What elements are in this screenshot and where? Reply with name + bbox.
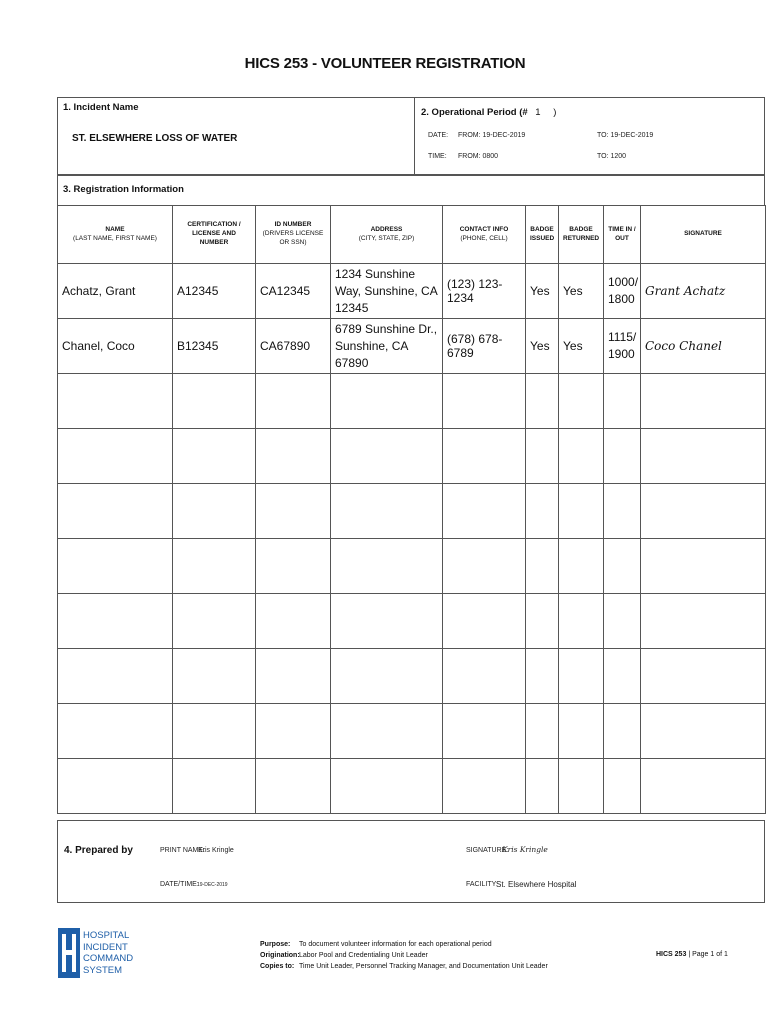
column-header-subtitle: (PHONE, CELL) [460, 234, 508, 242]
cell-time-in-out[interactable] [604, 649, 641, 704]
cell-contact-info[interactable] [443, 594, 526, 649]
cell-time-in-out[interactable]: 1115/ 1900 [604, 319, 641, 374]
cell-name[interactable]: Achatz, Grant [58, 264, 173, 319]
cell-time-in-out[interactable] [604, 539, 641, 594]
column-header-id-number [256, 206, 331, 264]
form-id: HICS 253 [656, 951, 687, 958]
cell-id-number[interactable] [256, 484, 331, 539]
facility-value[interactable]: St. Elsewhere Hospital [496, 880, 577, 889]
cell-contact-info[interactable]: (123) 123-1234 [443, 264, 526, 319]
cell-signature[interactable] [641, 429, 766, 484]
column-header-badge-returned [559, 206, 604, 264]
cell-name[interactable]: Chanel, Coco [58, 319, 173, 374]
cell-certification[interactable] [173, 429, 256, 484]
column-header-badge-issued [526, 206, 559, 264]
cell-badge-issued[interactable] [526, 759, 559, 814]
time-to[interactable]: TO: 1200 [597, 153, 627, 160]
cell-time-in-out[interactable] [604, 374, 641, 429]
logo-word: HOSPITAL [83, 930, 130, 941]
table-row-empty [58, 374, 766, 429]
table-row-empty [58, 704, 766, 759]
table-row-empty [58, 539, 766, 594]
cell-signature[interactable] [641, 484, 766, 539]
cell-id-number[interactable] [256, 594, 331, 649]
cell-id-number[interactable] [256, 374, 331, 429]
column-header-title: ID NUMBER [274, 221, 312, 229]
cell-badge-returned[interactable]: Yes [559, 264, 604, 319]
cell-badge-issued[interactable]: Yes [526, 319, 559, 374]
cell-name[interactable] [58, 539, 173, 594]
form-title: HICS 253 - VOLUNTEER REGISTRATION [244, 55, 526, 72]
cell-contact-info[interactable] [443, 759, 526, 814]
cell-name[interactable] [58, 594, 173, 649]
logo-word: INCIDENT [83, 941, 128, 953]
prepared-by-label: 4. Prepared by [64, 845, 133, 856]
cell-time-in-out[interactable] [604, 594, 641, 649]
column-header-title: NAME [105, 225, 125, 233]
op-period-number[interactable]: 1 [535, 107, 541, 118]
incident-name-value[interactable]: ST. ELSEWHERE LOSS OF WATER [72, 133, 238, 144]
cell-name[interactable] [58, 759, 173, 814]
cell-contact-info[interactable] [443, 374, 526, 429]
cell-badge-returned[interactable] [559, 704, 604, 759]
cell-id-number[interactable]: CA12345 [256, 264, 331, 319]
cell-badge-returned[interactable] [559, 539, 604, 594]
cell-name[interactable] [58, 374, 173, 429]
cell-badge-issued[interactable] [526, 594, 559, 649]
logo-word: COMMAND [83, 953, 134, 964]
cell-id-number[interactable] [256, 759, 331, 814]
cell-certification[interactable] [173, 484, 256, 539]
time-label: TIME: [428, 153, 447, 160]
cell-address[interactable] [331, 374, 443, 429]
cell-badge-returned[interactable] [559, 759, 604, 814]
print-name-label: PRINT NAME: [160, 847, 205, 854]
print-name-value[interactable]: Kris Kringle [198, 847, 234, 854]
cell-address[interactable] [331, 594, 443, 649]
cell-contact-info[interactable]: (678) 678-6789 [443, 319, 526, 374]
time-from[interactable]: FROM: 0800 [458, 153, 499, 160]
cell-id-number[interactable] [256, 649, 331, 704]
cell-address[interactable]: 6789 Sunshine Dr., Sunshine, CA 67890 [331, 319, 443, 374]
column-header-name [58, 206, 173, 264]
column-header-title: BADGE RETURNED [563, 225, 600, 242]
origination-text: Labor Pool and Credentialing Unit Leader [299, 952, 428, 959]
purpose-text: To document volunteer information for each operational period [299, 941, 492, 948]
cell-badge-returned[interactable] [559, 649, 604, 704]
cell-certification[interactable] [173, 704, 256, 759]
cell-time-in-out[interactable] [604, 429, 641, 484]
cell-badge-issued[interactable] [526, 484, 559, 539]
column-header-time-in-out [604, 206, 641, 264]
cell-address[interactable] [331, 484, 443, 539]
cell-certification[interactable] [173, 759, 256, 814]
column-header-subtitle: (CITY, STATE, ZIP) [358, 234, 415, 242]
date-from[interactable]: FROM: 19-DEC-2019 [458, 132, 526, 139]
cell-id-number[interactable] [256, 704, 331, 759]
date-label: DATE: [428, 132, 449, 139]
copies-text: Time Unit Leader, Personnel Tracking Manager, and Documentation Unit Leader [299, 963, 548, 970]
op-period-label-end: ) [553, 107, 557, 118]
cell-address[interactable] [331, 539, 443, 594]
cell-signature[interactable] [641, 649, 766, 704]
column-header-subtitle: (LAST NAME, FIRST NAME) [73, 234, 157, 242]
cell-time-in-out[interactable] [604, 759, 641, 814]
table-header-row [58, 206, 766, 264]
cell-certification[interactable] [173, 594, 256, 649]
table-row-empty [58, 429, 766, 484]
cell-contact-info[interactable] [443, 649, 526, 704]
cell-contact-info[interactable] [443, 704, 526, 759]
cell-badge-returned[interactable] [559, 594, 604, 649]
cell-address[interactable] [331, 429, 443, 484]
cell-id-number[interactable] [256, 539, 331, 594]
column-header-contact-info [443, 206, 526, 264]
table-row [58, 264, 766, 319]
column-header-title: BADGE ISSUED [530, 225, 555, 242]
column-header-title: CERTIFICATION / LICENSE AND NUMBER [187, 221, 241, 246]
cell-badge-issued[interactable] [526, 429, 559, 484]
column-header-title: ADDRESS [370, 225, 403, 233]
column-header-title: CONTACT INFO [459, 225, 509, 233]
hics-logo [58, 928, 134, 978]
prepared-signature-label: SIGNATURE: [466, 847, 509, 854]
column-header-title: SIGNATURE [684, 230, 722, 238]
cell-signature[interactable] [641, 594, 766, 649]
cell-time-in-out[interactable]: 1000/ 1800 [604, 264, 641, 319]
cell-address[interactable] [331, 649, 443, 704]
column-header-signature [641, 206, 766, 264]
cell-signature[interactable] [641, 759, 766, 814]
cell-time-in-out[interactable] [604, 484, 641, 539]
cell-id-number[interactable] [256, 429, 331, 484]
registration-label: 3. Registration Information [63, 184, 184, 195]
prepared-signature-value[interactable]: Kris Kringle [502, 845, 548, 854]
date-to[interactable]: TO: 19-DEC-2019 [597, 132, 654, 139]
cell-name[interactable] [58, 704, 173, 759]
footer-values [299, 939, 548, 972]
purpose-label: Purpose: [260, 941, 291, 948]
section-divider [414, 97, 415, 175]
cell-signature[interactable]: Coco Chanel [641, 319, 766, 374]
cell-badge-issued[interactable] [526, 704, 559, 759]
cell-name[interactable] [58, 484, 173, 539]
cell-badge-issued[interactable] [526, 539, 559, 594]
incident-name-label: 1. Incident Name [63, 102, 139, 113]
cell-name[interactable] [58, 429, 173, 484]
table-row-empty [58, 484, 766, 539]
cell-badge-returned[interactable]: Yes [559, 319, 604, 374]
table-row [58, 319, 766, 374]
column-header-subtitle: (DRIVERS LICENSE OR SSN) [262, 230, 324, 246]
table-row-empty [58, 649, 766, 704]
cell-signature[interactable] [641, 374, 766, 429]
logo-word: SYSTEM [83, 964, 123, 976]
copies-label: Copies to: [260, 963, 295, 970]
table-row-empty [58, 594, 766, 649]
cell-certification[interactable] [173, 649, 256, 704]
datetime-value[interactable]: 19-DEC-2019 [197, 882, 228, 888]
logo-wordmark [83, 930, 133, 976]
table-body [58, 264, 766, 814]
cell-certification[interactable] [173, 374, 256, 429]
cell-address[interactable]: 1234 Sunshine Way, Sunshine, CA 12345 [331, 264, 443, 319]
op-period-label-text: 2. Operational Period (# [421, 107, 528, 118]
facility-label: FACILITY: [466, 881, 498, 888]
cell-time-in-out[interactable] [604, 704, 641, 759]
page-indicator [656, 949, 728, 960]
cell-signature[interactable] [641, 539, 766, 594]
column-header-address [331, 206, 443, 264]
cell-name[interactable] [58, 649, 173, 704]
column-header-title: TIME IN / OUT [608, 225, 636, 242]
cell-contact-info[interactable] [443, 484, 526, 539]
cell-address[interactable] [331, 704, 443, 759]
cell-certification[interactable]: B12345 [173, 319, 256, 374]
cell-badge-returned[interactable] [559, 429, 604, 484]
cell-badge-issued[interactable]: Yes [526, 264, 559, 319]
cell-certification[interactable]: A12345 [173, 264, 256, 319]
registration-table [57, 205, 766, 814]
prepared-by-section [57, 820, 765, 903]
footer-labels [260, 939, 300, 972]
datetime-label: DATE/TIME: [160, 881, 199, 888]
page-number: | Page 1 of 1 [688, 951, 728, 958]
cell-address[interactable] [331, 759, 443, 814]
cell-signature[interactable]: Grant Achatz [641, 264, 766, 319]
cell-contact-info[interactable] [443, 429, 526, 484]
cell-badge-issued[interactable] [526, 649, 559, 704]
column-header-certification [173, 206, 256, 264]
cell-contact-info[interactable] [443, 539, 526, 594]
table-row-empty [58, 759, 766, 814]
cell-certification[interactable] [173, 539, 256, 594]
cell-badge-returned[interactable] [559, 374, 604, 429]
operational-period-label [421, 107, 556, 118]
origination-label: Origination: [260, 952, 300, 959]
cell-signature[interactable] [641, 704, 766, 759]
cell-id-number[interactable]: CA67890 [256, 319, 331, 374]
cell-badge-returned[interactable] [559, 484, 604, 539]
cell-badge-issued[interactable] [526, 374, 559, 429]
